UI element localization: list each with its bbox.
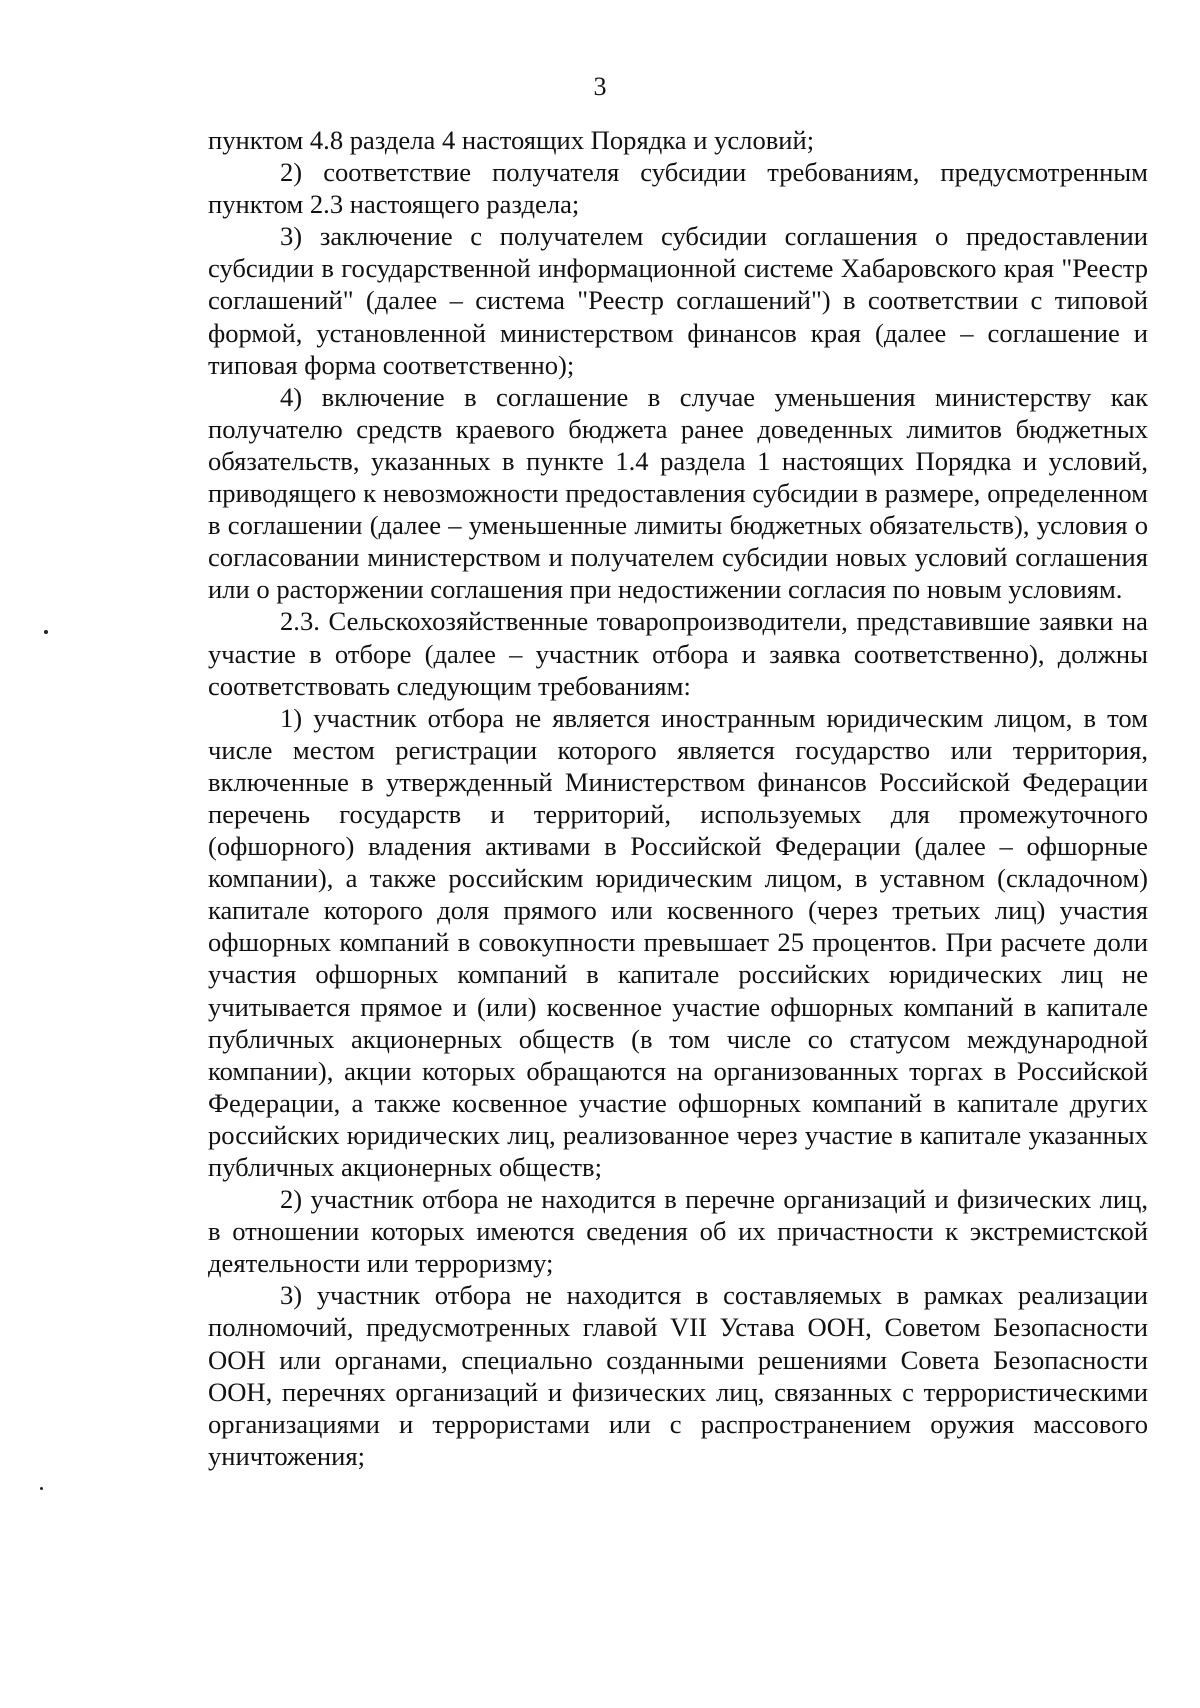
paragraph: 3) участник отбора не находится в составляемых в рамках реализации полномочий, предусмотренных главой VII Устава ООН, Советом Безопасности ООН или органами, специально созданными решениями Совета Безопасности ООН, перечнях организаций и физических лиц, связанных с террористическими организациями и террористами или с распространением оружия массового уничтожения;: [208, 1280, 1148, 1471]
paragraph: 3) заключение с получателем субсидии соглашения о предоставлении субсидии в государственной информационной системе Хабаровского края "Реестр соглашений" (далее – система "Реестр соглашений") в соответствии с типовой формой, установленной министерством финансов края (далее – соглашение и типовая форма соответственно);: [208, 221, 1148, 380]
paragraph: 2) участник отбора не находится в перечне организаций и физических лиц, в отношении которых имеются сведения об их причастности к экстремистской деятельности или терроризму;: [208, 1184, 1148, 1279]
paragraph: пунктом 4.8 раздела 4 настоящих Порядка и условий;: [208, 125, 815, 155]
paragraph: 4) включение в соглашение в случае уменьшения министерству как получателю средств краевого бюджета ранее доведенных лимитов бюджетных обязательств, указанных в пункте 1.4 раздела 1 настоящих Порядка и условий, приводящего к невозможности предоставления субсидии в размере, определенном в соглашении (далее – уменьшенные лимиты бюджетных обязательств), условия о согласовании министерством и получателем субсидии новых условий соглашения или о расторжении соглашения при недостижении согласия по новым условиям.: [208, 381, 1148, 605]
document-body: [208, 124, 1148, 1472]
paragraph: 2) соответствие получателя субсидии требованиям, предусмотренным пунктом 2.3 настоящего раздела;: [208, 157, 1148, 220]
margin-mark: [44, 630, 48, 634]
paragraph: 1) участник отбора не является иностранным юридическим лицом, в том числе местом регистрации которого является государство или территория, включенные в утвержденный Министерством финансов Российской Федерации перечень государств и территорий, используемых для промежуточного (офшорного) владения активами в Российской Федерации (далее – офшорные компании), а также российским юридическим лицом, в уставном (складочном) капитале которого доля прямого или косвенного (через третьих лиц) участия офшорных компаний в совокупности превышает 25 процентов. При расчете доли участия офшорных компаний в капитале российских юридических лиц не учитывается прямое и (или) косвенное участие офшорных компаний в капитале публичных акционерных обществ (в том числе со статусом международной компании), акции которых обращаются на организованных торгах в Российской Федерации, а также косвенное участие офшорных компаний в капитале других российских юридических лиц, реализованное через участие в капитале указанных публичных акционерных обществ;: [208, 702, 1148, 1182]
margin-mark: [40, 1487, 43, 1490]
page-number: 3: [593, 72, 607, 101]
paragraph: 2.3. Сельскохозяйственные товаропроизводители, представившие заявки на участие в отборе (далее – участник отбора и заявка соответственно), должны соответствовать следующим требованиям:: [208, 606, 1148, 701]
